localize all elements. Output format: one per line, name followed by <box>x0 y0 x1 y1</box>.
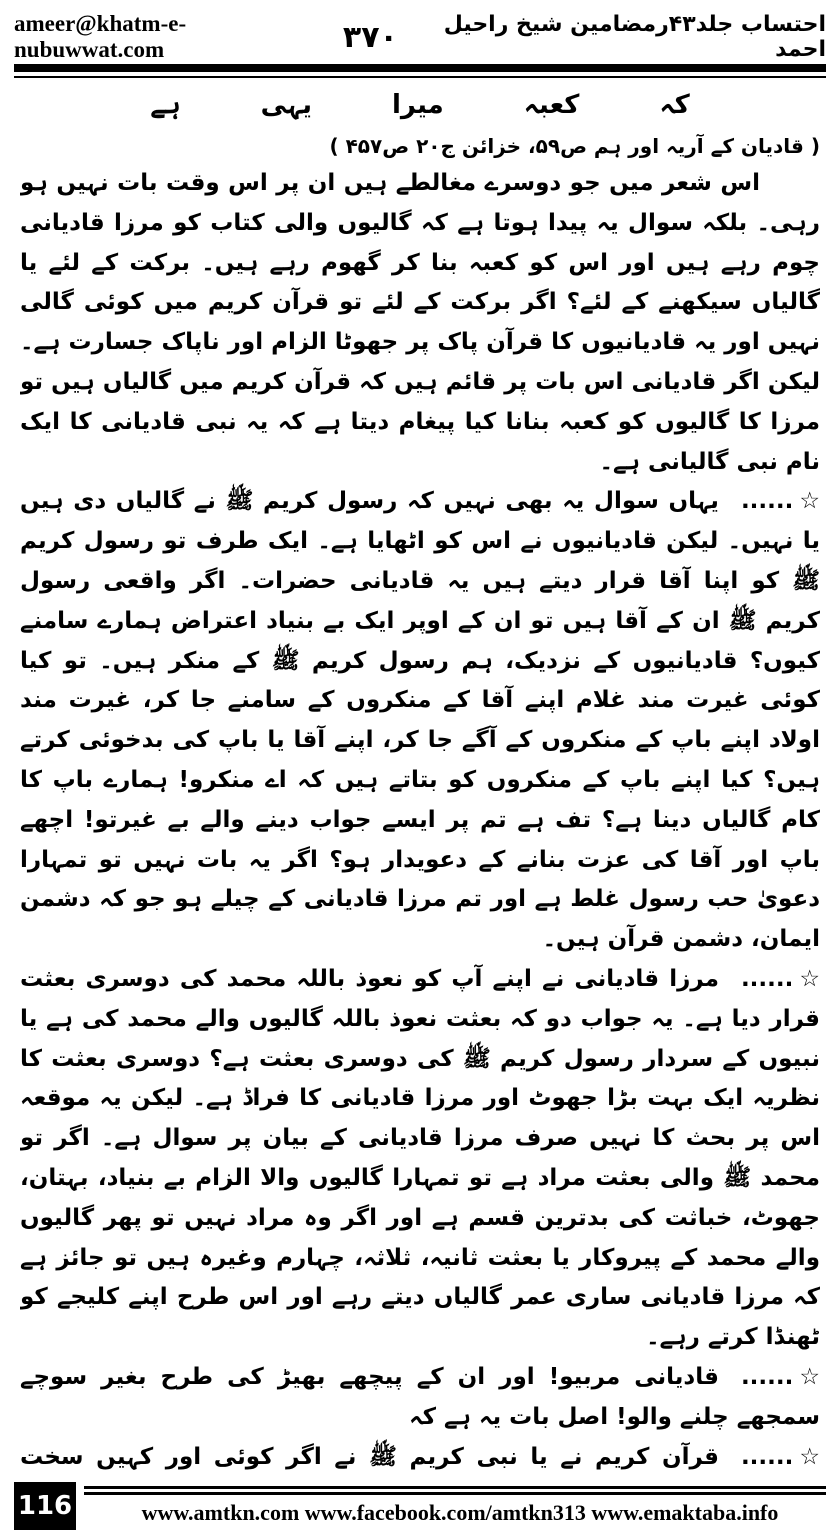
paragraph <box>20 482 820 960</box>
verse-line <box>20 84 820 128</box>
header-rule-thin <box>14 76 826 78</box>
verse-word: کہ <box>659 90 690 120</box>
star-icon: ☆ <box>799 965 820 992</box>
verse-word: میرا <box>391 90 444 120</box>
header-email[interactable]: ameer@khatm-e-nubuwwat.com <box>14 11 187 62</box>
paragraph-text: قادیانی مربیو! اور ان کے پیچھے بھیڑ کی طرح بغیر سوچے سمجھے چلنے والو! اصل بات یہ ہے کہ <box>20 1363 820 1430</box>
paragraph <box>20 1438 820 1475</box>
citation: ( قادیان کے آریہ اور ہم ص۵۹، خزائن ج۲۰ ص۴۵۷ ) <box>329 134 820 158</box>
footer-page-number: 116 <box>14 1482 76 1530</box>
page-footer <box>14 1482 826 1534</box>
header-rule-thick <box>14 64 826 72</box>
header-book-title: احتساب جلد۴۳رمضامین شیخ راحیل احمد <box>443 12 826 62</box>
page-header <box>14 11 826 62</box>
footer-links[interactable]: www.amtkn.com www.facebook.com/amtkn313 www.emaktaba.info <box>141 1500 779 1525</box>
paragraph <box>20 960 820 1358</box>
star-icon: ☆ <box>799 488 820 515</box>
header-left <box>14 11 398 63</box>
paragraph-text: قرآن کریم نے یا نبی کریم ﷺ نے اگر کوئی اور کہیں سخت <box>20 1443 719 1470</box>
ellipsis-marker: ...... <box>740 1443 794 1470</box>
star-icon: ☆ <box>799 1363 820 1390</box>
verse-word: یہی <box>260 90 312 120</box>
star-icon: ☆ <box>799 1443 820 1470</box>
footer-rule <box>84 1492 826 1495</box>
paragraph-text: مرزا قادیانی نے اپنے آپ کو نعوذ باللہ محمد کی دوسری بعثت قرار دیا ہے۔ یہ جواب دو کہ بعثت نعوذ باللہ گالیوں والے محمد کی ہے یا نبیوں کے سردار رسول کریم ﷺ کی دوسری بعثت ہے؟ دوسری بعثت کا نظریہ ایک بہت بڑا جھوٹ اور مرزا قادیانی کا فراڈ ہے۔ لیکن یہ موقعہ اس پر بحث کا نہیں صرف مرزا قادیانی کے بیان پر سوال ہے۔ اگر تو محمد ﷺ والی بعثت مراد ہے تو تمہارا گالیوں والا الزام بے بنیاد، بہتان، جھوٹ، خباثت کی بدترین قسم ہے اور اگر وہ مراد نہیں تو پھر گالیوں والے محمد کے پیروکار یا بعثت ثانیہ، ثلاثہ، چہارم وغیرہ ہیں تو جائز ہے کہ مرزا قادیانی ساری عمر گالیاں دیتے رہے اور اس طرح اپنے کلیجے کو ٹھنڈا کرتے رہے۔ <box>20 965 820 1351</box>
ellipsis-marker: ...... <box>740 965 794 992</box>
paragraph-text: یہاں سوال یہ بھی نہیں کہ رسول کریم ﷺ نے گالیاں دی ہیں یا نہیں۔ لیکن قادیانیوں نے اس کو اٹھایا ہے۔ ایک طرف تو رسول کریم ﷺ کو اپنا آقا قرار دیتے ہیں یہ قادیانی حضرات۔ اگر واقعی رسول کریم ﷺ ان کے آقا ہیں تو ان کے اوپر ایک بے بنیاد اعتراض ہمارے سامنے کیوں؟ قادیانیوں کے نزدیک، ہم رسول کریم ﷺ کے منکر ہیں۔ تو کیا کوئی غیرت مند غلام اپنے آقا کے منکروں کے سامنے جا کر، غیرت مند اولاد اپنے باپ کے منکروں کے آگے جا کر، اپنے آقا یا باپ کی بدخوئی کرتے ہیں؟ کیا اپنے باپ کے منکروں کو بتاتے ہیں کہ اے منکرو! ہمارے باپ کا کام گالیاں دینا ہے؟ تف ہے تم پر ایسے جواب دینے والے بے غیرتو! اچھے باپ اور آقا کی عزت بنانے کے دعویدار ہو؟ اگر یہ بات نہیں تو تمہارا دعویٰ حب رسول غلط ہے اور تم مرزا قادیانی کے چیلے ہو جو کہ دشمن ایمان، دشمن قرآن ہیں۔ <box>20 488 820 953</box>
ellipsis-marker: ...... <box>740 488 794 515</box>
ellipsis-marker: ...... <box>740 1363 794 1390</box>
paragraph <box>20 164 820 482</box>
paragraph <box>20 1358 820 1438</box>
page-body <box>20 84 820 1474</box>
verse-word: کعبہ <box>523 90 580 120</box>
footer-rule <box>84 1486 826 1489</box>
verse-word: ہے <box>150 90 181 120</box>
header-page-number: ۳۷۰ <box>342 19 398 55</box>
paragraph-text: اس شعر میں جو دوسرے مغالطے ہیں ان پر اس وقت بات نہیں ہو رہی۔ بلکہ سوال یہ پیدا ہوتا ہے کہ گالیوں والی کتاب کو مرزا قادیانی چوم رہے ہیں اور اس کو کعبہ بنا کر گھوم رہے ہیں۔ برکت کے لئے یا گالیاں سیکھنے کے لئے؟ اگر برکت کے لئے تو قرآن کریم میں کوئی گالی نہیں اور یہ قادیانیوں کا قرآن پاک پر جھوٹا الزام اور ناپاک جسارت ہے۔ لیکن اگر قادیانی اس بات پر قائم ہیں کہ قرآن کریم میں گالیاں ہیں تو مرزا کا گالیوں کو کعبہ بنانا کیا پیغام دیتا ہے کہ یہ نبی قادیانی کا ایک نام نبی گالیانی ہے۔ <box>20 170 820 475</box>
